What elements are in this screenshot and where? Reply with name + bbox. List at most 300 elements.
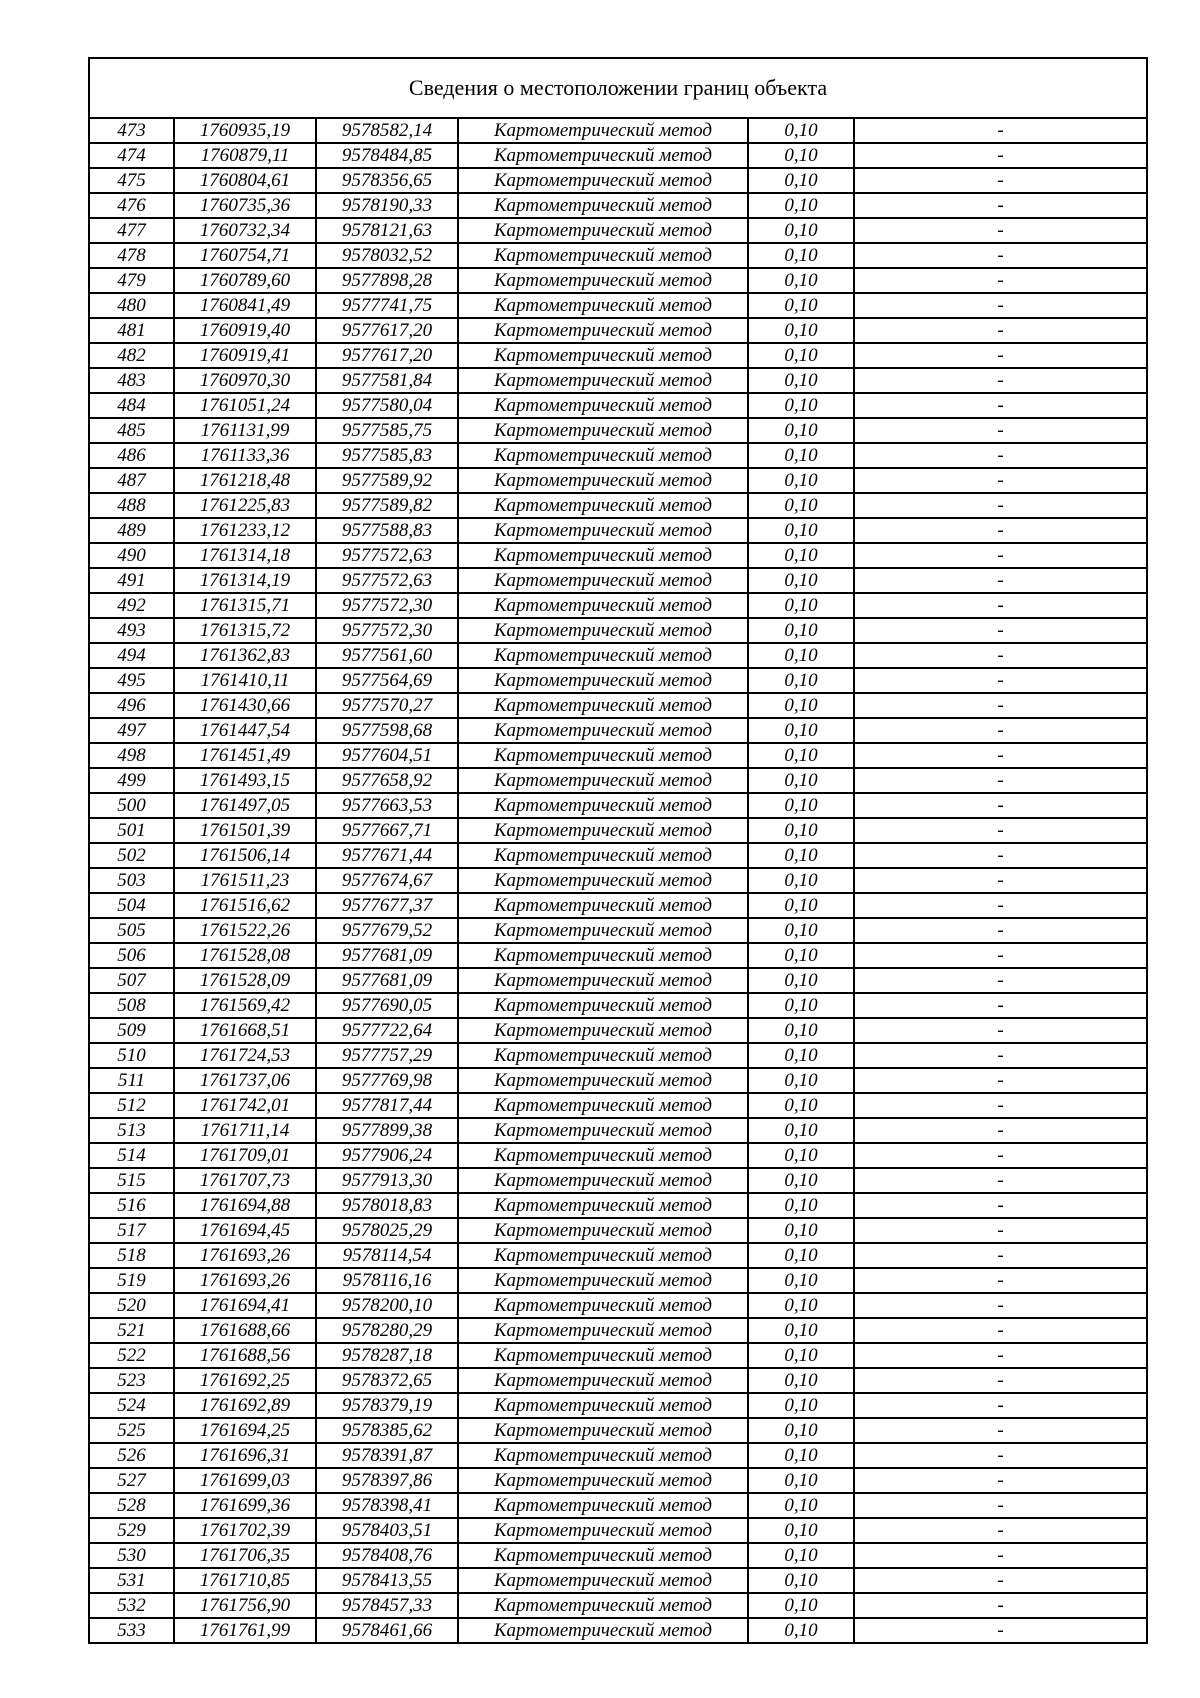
description-cell: - (854, 318, 1146, 343)
method-cell: Картометрический метод (458, 1068, 748, 1093)
description-cell: - (854, 1118, 1146, 1143)
x-coordinate-cell: 1761699,36 (174, 1493, 316, 1518)
point-number-cell: 521 (90, 1318, 174, 1343)
method-cell: Картометрический метод (458, 1293, 748, 1318)
method-cell: Картометрический метод (458, 768, 748, 793)
precision-cell: 0,10 (748, 1043, 854, 1068)
y-coordinate-cell: 9578582,14 (316, 119, 458, 143)
method-cell: Картометрический метод (458, 1393, 748, 1418)
precision-cell: 0,10 (748, 1418, 854, 1443)
table-row (90, 968, 1146, 993)
table-row (90, 1568, 1146, 1593)
x-coordinate-cell: 1761707,73 (174, 1168, 316, 1193)
description-cell: - (854, 143, 1146, 168)
table-row (90, 918, 1146, 943)
description-cell: - (854, 343, 1146, 368)
x-coordinate-cell: 1761225,83 (174, 493, 316, 518)
x-coordinate-cell: 1761711,14 (174, 1118, 316, 1143)
description-cell: - (854, 718, 1146, 743)
y-coordinate-cell: 9577617,20 (316, 343, 458, 368)
description-cell: - (854, 119, 1146, 143)
description-cell: - (854, 993, 1146, 1018)
table-row (90, 593, 1146, 618)
method-cell: Картометрический метод (458, 618, 748, 643)
method-cell: Картометрический метод (458, 268, 748, 293)
method-cell: Картометрический метод (458, 968, 748, 993)
description-cell: - (854, 518, 1146, 543)
x-coordinate-cell: 1761706,35 (174, 1543, 316, 1568)
point-number-cell: 478 (90, 243, 174, 268)
x-coordinate-cell: 1761688,56 (174, 1343, 316, 1368)
y-coordinate-cell: 9578461,66 (316, 1618, 458, 1642)
x-coordinate-cell: 1761315,71 (174, 593, 316, 618)
y-coordinate-cell: 9578391,87 (316, 1443, 458, 1468)
method-cell: Картометрический метод (458, 1543, 748, 1568)
x-coordinate-cell: 1761694,41 (174, 1293, 316, 1318)
y-coordinate-cell: 9577598,68 (316, 718, 458, 743)
y-coordinate-cell: 9578280,29 (316, 1318, 458, 1343)
description-cell: - (854, 543, 1146, 568)
precision-cell: 0,10 (748, 1143, 854, 1168)
table-row (90, 493, 1146, 518)
method-cell: Картометрический метод (458, 1468, 748, 1493)
table-row (90, 993, 1146, 1018)
method-cell: Картометрический метод (458, 743, 748, 768)
point-number-cell: 522 (90, 1343, 174, 1368)
x-coordinate-cell: 1761710,85 (174, 1568, 316, 1593)
method-cell: Картометрический метод (458, 943, 748, 968)
x-coordinate-cell: 1761447,54 (174, 718, 316, 743)
x-coordinate-cell: 1760754,71 (174, 243, 316, 268)
table-row (90, 868, 1146, 893)
table-row (90, 119, 1146, 143)
point-number-cell: 507 (90, 968, 174, 993)
point-number-cell: 533 (90, 1618, 174, 1642)
description-cell: - (854, 1418, 1146, 1443)
precision-cell: 0,10 (748, 868, 854, 893)
x-coordinate-cell: 1761522,26 (174, 918, 316, 943)
y-coordinate-cell: 9578025,29 (316, 1218, 458, 1243)
x-coordinate-cell: 1761315,72 (174, 618, 316, 643)
y-coordinate-cell: 9577585,83 (316, 443, 458, 468)
precision-cell: 0,10 (748, 918, 854, 943)
description-cell: - (854, 393, 1146, 418)
description-cell: - (854, 1193, 1146, 1218)
method-cell: Картометрический метод (458, 193, 748, 218)
point-number-cell: 491 (90, 568, 174, 593)
point-number-cell: 473 (90, 119, 174, 143)
x-coordinate-cell: 1761688,66 (174, 1318, 316, 1343)
method-cell: Картометрический метод (458, 993, 748, 1018)
point-number-cell: 506 (90, 943, 174, 968)
precision-cell: 0,10 (748, 1168, 854, 1193)
y-coordinate-cell: 9577757,29 (316, 1043, 458, 1068)
x-coordinate-cell: 1761737,06 (174, 1068, 316, 1093)
precision-cell: 0,10 (748, 218, 854, 243)
method-cell: Картометрический метод (458, 418, 748, 443)
precision-cell: 0,10 (748, 418, 854, 443)
method-cell: Картометрический метод (458, 643, 748, 668)
point-number-cell: 515 (90, 1168, 174, 1193)
table-row (90, 543, 1146, 568)
precision-cell: 0,10 (748, 893, 854, 918)
precision-cell: 0,10 (748, 193, 854, 218)
precision-cell: 0,10 (748, 443, 854, 468)
point-number-cell: 494 (90, 643, 174, 668)
x-coordinate-cell: 1761528,08 (174, 943, 316, 968)
precision-cell: 0,10 (748, 1618, 854, 1642)
table-row (90, 1168, 1146, 1193)
y-coordinate-cell: 9577817,44 (316, 1093, 458, 1118)
table-row (90, 1068, 1146, 1093)
precision-cell: 0,10 (748, 793, 854, 818)
y-coordinate-cell: 9577667,71 (316, 818, 458, 843)
point-number-cell: 530 (90, 1543, 174, 1568)
y-coordinate-cell: 9578116,16 (316, 1268, 458, 1293)
x-coordinate-cell: 1761501,39 (174, 818, 316, 843)
table-row (90, 318, 1146, 343)
description-cell: - (854, 668, 1146, 693)
precision-cell: 0,10 (748, 1218, 854, 1243)
x-coordinate-cell: 1760919,41 (174, 343, 316, 368)
description-cell: - (854, 1218, 1146, 1243)
x-coordinate-cell: 1761756,90 (174, 1593, 316, 1618)
description-cell: - (854, 293, 1146, 318)
x-coordinate-cell: 1760804,61 (174, 168, 316, 193)
table-row (90, 1493, 1146, 1518)
table-row (90, 793, 1146, 818)
method-cell: Картометрический метод (458, 868, 748, 893)
table-row (90, 1268, 1146, 1293)
x-coordinate-cell: 1760919,40 (174, 318, 316, 343)
precision-cell: 0,10 (748, 1068, 854, 1093)
y-coordinate-cell: 9577588,83 (316, 518, 458, 543)
table-row (90, 1093, 1146, 1118)
x-coordinate-cell: 1761430,66 (174, 693, 316, 718)
x-coordinate-cell: 1761699,03 (174, 1468, 316, 1493)
x-coordinate-cell: 1761709,01 (174, 1143, 316, 1168)
table-row (90, 693, 1146, 718)
precision-cell: 0,10 (748, 119, 854, 143)
method-cell: Картометрический метод (458, 1218, 748, 1243)
method-cell: Картометрический метод (458, 543, 748, 568)
table-row (90, 1593, 1146, 1618)
point-number-cell: 476 (90, 193, 174, 218)
table-row (90, 268, 1146, 293)
y-coordinate-cell: 9578121,63 (316, 218, 458, 243)
x-coordinate-cell: 1761742,01 (174, 1093, 316, 1118)
table-row (90, 1243, 1146, 1268)
description-cell: - (854, 1293, 1146, 1318)
x-coordinate-cell: 1761051,24 (174, 393, 316, 418)
table-row (90, 1018, 1146, 1043)
y-coordinate-cell: 9577572,63 (316, 568, 458, 593)
x-coordinate-cell: 1761693,26 (174, 1268, 316, 1293)
point-number-cell: 513 (90, 1118, 174, 1143)
precision-cell: 0,10 (748, 1343, 854, 1368)
table-row (90, 1293, 1146, 1318)
description-cell: - (854, 743, 1146, 768)
y-coordinate-cell: 9577741,75 (316, 293, 458, 318)
x-coordinate-cell: 1760735,36 (174, 193, 316, 218)
x-coordinate-cell: 1761314,18 (174, 543, 316, 568)
table-row (90, 1343, 1146, 1368)
description-cell: - (854, 1468, 1146, 1493)
precision-cell: 0,10 (748, 1518, 854, 1543)
method-cell: Картометрический метод (458, 1493, 748, 1518)
description-cell: - (854, 1393, 1146, 1418)
x-coordinate-cell: 1760935,19 (174, 119, 316, 143)
table-row (90, 1443, 1146, 1468)
table-row (90, 143, 1146, 168)
y-coordinate-cell: 9578403,51 (316, 1518, 458, 1543)
y-coordinate-cell: 9577572,63 (316, 543, 458, 568)
method-cell: Картометрический метод (458, 393, 748, 418)
precision-cell: 0,10 (748, 168, 854, 193)
table-row (90, 293, 1146, 318)
method-cell: Картометрический метод (458, 119, 748, 143)
precision-cell: 0,10 (748, 643, 854, 668)
x-coordinate-cell: 1761511,23 (174, 868, 316, 893)
method-cell: Картометрический метод (458, 568, 748, 593)
method-cell: Картометрический метод (458, 218, 748, 243)
table-row (90, 168, 1146, 193)
point-number-cell: 523 (90, 1368, 174, 1393)
x-coordinate-cell: 1761693,26 (174, 1243, 316, 1268)
description-cell: - (854, 368, 1146, 393)
point-number-cell: 485 (90, 418, 174, 443)
point-number-cell: 493 (90, 618, 174, 643)
point-number-cell: 514 (90, 1143, 174, 1168)
method-cell: Картометрический метод (458, 843, 748, 868)
description-cell: - (854, 1318, 1146, 1343)
method-cell: Картометрический метод (458, 1193, 748, 1218)
point-number-cell: 518 (90, 1243, 174, 1268)
y-coordinate-cell: 9577677,37 (316, 893, 458, 918)
precision-cell: 0,10 (748, 1318, 854, 1343)
table-row (90, 1393, 1146, 1418)
y-coordinate-cell: 9578372,65 (316, 1368, 458, 1393)
y-coordinate-cell: 9577572,30 (316, 618, 458, 643)
precision-cell: 0,10 (748, 1093, 854, 1118)
point-number-cell: 480 (90, 293, 174, 318)
point-number-cell: 499 (90, 768, 174, 793)
y-coordinate-cell: 9578032,52 (316, 243, 458, 268)
y-coordinate-cell: 9577679,52 (316, 918, 458, 943)
precision-cell: 0,10 (748, 318, 854, 343)
x-coordinate-cell: 1761724,53 (174, 1043, 316, 1068)
point-number-cell: 488 (90, 493, 174, 518)
x-coordinate-cell: 1761314,19 (174, 568, 316, 593)
table-row (90, 1468, 1146, 1493)
precision-cell: 0,10 (748, 1268, 854, 1293)
table-row (90, 768, 1146, 793)
table-row (90, 1518, 1146, 1543)
description-cell: - (854, 1143, 1146, 1168)
point-number-cell: 525 (90, 1418, 174, 1443)
y-coordinate-cell: 9578190,33 (316, 193, 458, 218)
y-coordinate-cell: 9578413,55 (316, 1568, 458, 1593)
point-number-cell: 510 (90, 1043, 174, 1068)
x-coordinate-cell: 1761516,62 (174, 893, 316, 918)
y-coordinate-cell: 9577604,51 (316, 743, 458, 768)
x-coordinate-cell: 1761694,25 (174, 1418, 316, 1443)
x-coordinate-cell: 1761702,39 (174, 1518, 316, 1543)
point-number-cell: 492 (90, 593, 174, 618)
description-cell: - (854, 1018, 1146, 1043)
table-row (90, 468, 1146, 493)
method-cell: Картометрический метод (458, 368, 748, 393)
method-cell: Картометрический метод (458, 1518, 748, 1543)
point-number-cell: 524 (90, 1393, 174, 1418)
boundary-points-table (90, 119, 1146, 1642)
method-cell: Картометрический метод (458, 243, 748, 268)
y-coordinate-cell: 9577913,30 (316, 1168, 458, 1193)
x-coordinate-cell: 1761493,15 (174, 768, 316, 793)
precision-cell: 0,10 (748, 1443, 854, 1468)
y-coordinate-cell: 9577585,75 (316, 418, 458, 443)
description-cell: - (854, 1568, 1146, 1593)
precision-cell: 0,10 (748, 1243, 854, 1268)
y-coordinate-cell: 9577671,44 (316, 843, 458, 868)
description-cell: - (854, 1343, 1146, 1368)
point-number-cell: 484 (90, 393, 174, 418)
point-number-cell: 496 (90, 693, 174, 718)
x-coordinate-cell: 1760732,34 (174, 218, 316, 243)
table-row (90, 1118, 1146, 1143)
table-row (90, 643, 1146, 668)
table-row (90, 193, 1146, 218)
table-row (90, 393, 1146, 418)
description-cell: - (854, 268, 1146, 293)
method-cell: Картометрический метод (458, 518, 748, 543)
x-coordinate-cell: 1760970,30 (174, 368, 316, 393)
y-coordinate-cell: 9577561,60 (316, 643, 458, 668)
method-cell: Картометрический метод (458, 493, 748, 518)
description-cell: - (854, 1593, 1146, 1618)
y-coordinate-cell: 9578200,10 (316, 1293, 458, 1318)
y-coordinate-cell: 9577769,98 (316, 1068, 458, 1093)
point-number-cell: 482 (90, 343, 174, 368)
table-row (90, 1043, 1146, 1068)
method-cell: Картометрический метод (458, 1093, 748, 1118)
method-cell: Картометрический метод (458, 1168, 748, 1193)
method-cell: Картометрический метод (458, 318, 748, 343)
method-cell: Картометрический метод (458, 1443, 748, 1468)
description-cell: - (854, 493, 1146, 518)
table-row (90, 443, 1146, 468)
method-cell: Картометрический метод (458, 893, 748, 918)
y-coordinate-cell: 9577589,82 (316, 493, 458, 518)
description-cell: - (854, 693, 1146, 718)
point-number-cell: 516 (90, 1193, 174, 1218)
point-number-cell: 528 (90, 1493, 174, 1518)
description-cell: - (854, 1368, 1146, 1393)
precision-cell: 0,10 (748, 1593, 854, 1618)
y-coordinate-cell: 9578457,33 (316, 1593, 458, 1618)
point-number-cell: 497 (90, 718, 174, 743)
precision-cell: 0,10 (748, 693, 854, 718)
precision-cell: 0,10 (748, 1193, 854, 1218)
y-coordinate-cell: 9577564,69 (316, 668, 458, 693)
precision-cell: 0,10 (748, 543, 854, 568)
x-coordinate-cell: 1760841,49 (174, 293, 316, 318)
y-coordinate-cell: 9577572,30 (316, 593, 458, 618)
method-cell: Картометрический метод (458, 1268, 748, 1293)
x-coordinate-cell: 1761410,11 (174, 668, 316, 693)
table-row (90, 943, 1146, 968)
method-cell: Картометрический метод (458, 818, 748, 843)
y-coordinate-cell: 9577663,53 (316, 793, 458, 818)
y-coordinate-cell: 9577580,04 (316, 393, 458, 418)
point-number-cell: 501 (90, 818, 174, 843)
x-coordinate-cell: 1761133,36 (174, 443, 316, 468)
y-coordinate-cell: 9578356,65 (316, 168, 458, 193)
precision-cell: 0,10 (748, 593, 854, 618)
description-cell: - (854, 218, 1146, 243)
y-coordinate-cell: 9577658,92 (316, 768, 458, 793)
method-cell: Картометрический метод (458, 343, 748, 368)
point-number-cell: 520 (90, 1293, 174, 1318)
point-number-cell: 511 (90, 1068, 174, 1093)
y-coordinate-cell: 9577681,09 (316, 968, 458, 993)
y-coordinate-cell: 9578408,76 (316, 1543, 458, 1568)
point-number-cell: 498 (90, 743, 174, 768)
point-number-cell: 483 (90, 368, 174, 393)
precision-cell: 0,10 (748, 1293, 854, 1318)
point-number-cell: 495 (90, 668, 174, 693)
precision-cell: 0,10 (748, 293, 854, 318)
x-coordinate-cell: 1761218,48 (174, 468, 316, 493)
method-cell: Картометрический метод (458, 718, 748, 743)
description-cell: - (854, 443, 1146, 468)
precision-cell: 0,10 (748, 268, 854, 293)
precision-cell: 0,10 (748, 368, 854, 393)
table-row (90, 1368, 1146, 1393)
point-number-cell: 529 (90, 1518, 174, 1543)
precision-cell: 0,10 (748, 393, 854, 418)
table-row (90, 1543, 1146, 1568)
table-row (90, 1618, 1146, 1642)
y-coordinate-cell: 9577681,09 (316, 943, 458, 968)
point-number-cell: 486 (90, 443, 174, 468)
method-cell: Картометрический метод (458, 593, 748, 618)
x-coordinate-cell: 1761692,89 (174, 1393, 316, 1418)
description-cell: - (854, 193, 1146, 218)
x-coordinate-cell: 1761497,05 (174, 793, 316, 818)
precision-cell: 0,10 (748, 718, 854, 743)
method-cell: Картометрический метод (458, 1343, 748, 1368)
point-number-cell: 531 (90, 1568, 174, 1593)
precision-cell: 0,10 (748, 143, 854, 168)
y-coordinate-cell: 9578397,86 (316, 1468, 458, 1493)
y-coordinate-cell: 9578287,18 (316, 1343, 458, 1368)
x-coordinate-cell: 1761131,99 (174, 418, 316, 443)
table-row (90, 1143, 1146, 1168)
description-cell: - (854, 1443, 1146, 1468)
description-cell: - (854, 968, 1146, 993)
table-row (90, 618, 1146, 643)
precision-cell: 0,10 (748, 1543, 854, 1568)
table-row (90, 243, 1146, 268)
y-coordinate-cell: 9577617,20 (316, 318, 458, 343)
description-cell: - (854, 568, 1146, 593)
y-coordinate-cell: 9577690,05 (316, 993, 458, 1018)
y-coordinate-cell: 9577898,28 (316, 268, 458, 293)
description-cell: - (854, 1268, 1146, 1293)
method-cell: Картометрический метод (458, 1418, 748, 1443)
description-cell: - (854, 1243, 1146, 1268)
